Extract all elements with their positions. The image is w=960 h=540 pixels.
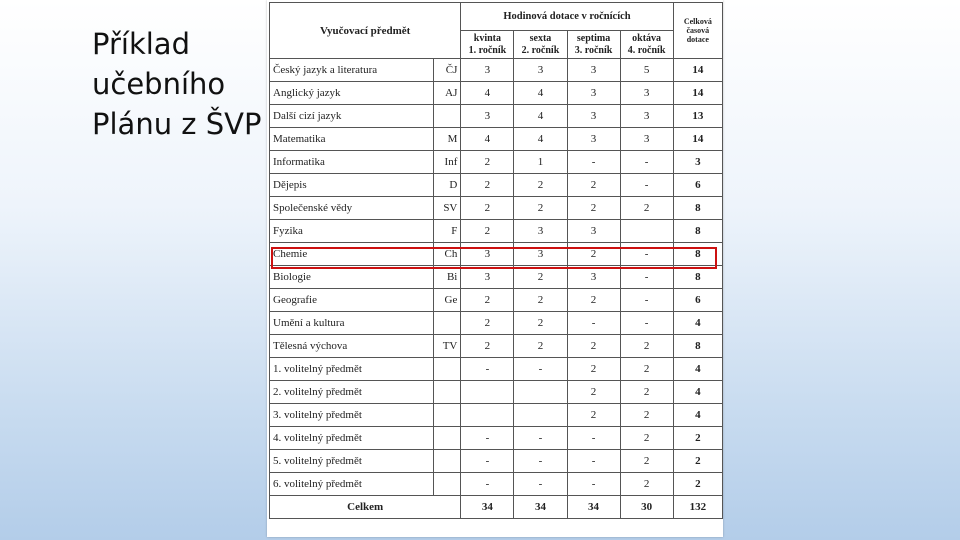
hours-cell: 2 [567,289,620,312]
grade-year: 4. ročník [627,44,666,56]
table-row [270,243,723,266]
total-cell: 3 [673,151,722,174]
table-row [270,450,723,473]
table-row [270,82,723,105]
total-header-line: dotace [686,35,709,44]
table-row [270,105,723,128]
subject-name: 6. volitelný předmět [270,473,434,496]
curriculum-sheet [267,0,723,537]
hours-cell: 2 [514,312,567,335]
hours-cell: 2 [567,197,620,220]
hours-cell: - [567,473,620,496]
hours-cell: 2 [620,358,673,381]
grade-year: 1. ročník [468,44,507,56]
subject-name: Biologie [270,266,434,289]
hours-cell: 2 [514,335,567,358]
hours-cell: 2 [620,404,673,427]
table-row [270,358,723,381]
subject-name: Anglický jazyk [270,82,434,105]
sum-label: Celkem [270,496,461,519]
sum-total-cell: 132 [673,496,722,519]
hours-cell: 2 [514,266,567,289]
sum-hours-cell: 34 [461,496,514,519]
hours-cell: - [620,243,673,266]
hours-cell: 2 [514,197,567,220]
table-row [270,335,723,358]
total-cell: 4 [673,381,722,404]
subject-abbr: D [434,174,461,197]
hours-cell: 2 [567,243,620,266]
subject-abbr [434,473,461,496]
table-row [270,289,723,312]
total-cell: 2 [673,427,722,450]
subject-abbr [434,427,461,450]
grade-header [514,31,567,59]
table-row [270,404,723,427]
total-cell: 4 [673,404,722,427]
total-cell: 14 [673,82,722,105]
hours-cell: 2 [461,174,514,197]
hours-cell: 2 [567,404,620,427]
total-cell: 4 [673,312,722,335]
subject-abbr [434,312,461,335]
hours-cell: - [461,473,514,496]
subject-abbr: M [434,128,461,151]
table-row [270,151,723,174]
table-row [270,266,723,289]
total-header-line: časová [686,26,710,35]
hours-cell [620,220,673,243]
subject-abbr [434,404,461,427]
hours-cell: - [461,358,514,381]
hours-cell: 2 [461,151,514,174]
total-cell: 2 [673,473,722,496]
slide-title [92,24,270,144]
subject-name: Chemie [270,243,434,266]
hours-cell: 1 [514,151,567,174]
table-row [270,128,723,151]
hours-cell: 2 [620,473,673,496]
hours-cell: 3 [567,59,620,82]
grade-name: septima [576,32,611,44]
grade-year: 2. ročník [521,44,560,56]
hours-cell: 2 [620,335,673,358]
hours-cell: 3 [567,220,620,243]
subject-abbr: AJ [434,82,461,105]
hours-cell [461,381,514,404]
hours-cell: - [567,427,620,450]
table-row [270,220,723,243]
sum-row [270,496,723,519]
hours-cell: 4 [514,82,567,105]
hours-cell: 3 [461,266,514,289]
hours-cell: 3 [514,59,567,82]
total-cell: 6 [673,174,722,197]
subject-name: 1. volitelný předmět [270,358,434,381]
hours-cell [461,404,514,427]
hours-cell: 4 [461,82,514,105]
subject-abbr: SV [434,197,461,220]
hours-cell: 2 [567,174,620,197]
grade-header [567,31,620,59]
hours-cell: 2 [514,174,567,197]
table-row [270,427,723,450]
allotment-header: Hodinová dotace v ročnících [461,3,673,31]
hours-cell: 3 [567,128,620,151]
total-cell: 8 [673,335,722,358]
hours-cell: 3 [620,128,673,151]
hours-cell: 4 [514,105,567,128]
total-cell: 2 [673,450,722,473]
total-cell: 8 [673,197,722,220]
hours-cell: 4 [514,128,567,151]
hours-cell: 3 [620,105,673,128]
hours-cell: - [461,427,514,450]
total-cell: 14 [673,59,722,82]
hours-cell: - [514,473,567,496]
grade-name: sexta [529,32,552,44]
hours-cell [514,404,567,427]
grade-header [461,31,514,59]
hours-cell: 3 [461,243,514,266]
subject-name: Fyzika [270,220,434,243]
hours-cell: - [514,427,567,450]
hours-cell: 3 [514,243,567,266]
subject-abbr [434,450,461,473]
subject-name: 2. volitelný předmět [270,381,434,404]
subject-name: Dějepis [270,174,434,197]
subject-name: 5. volitelný předmět [270,450,434,473]
total-cell: 8 [673,243,722,266]
subject-name: 4. volitelný předmět [270,427,434,450]
total-cell: 13 [673,105,722,128]
sum-hours-cell: 34 [567,496,620,519]
hours-cell: 2 [461,197,514,220]
hours-cell: 3 [567,266,620,289]
subject-abbr: ČJ [434,59,461,82]
sum-hours-cell: 30 [620,496,673,519]
total-header-line: Celková [683,17,712,26]
title-line-3: Plánu z ŠVP [92,107,262,141]
grade-name: oktáva [632,32,662,44]
hours-cell: 2 [567,358,620,381]
curriculum-table [269,2,723,519]
hours-cell: - [620,174,673,197]
subject-name: Společenské vědy [270,197,434,220]
hours-cell: 2 [514,289,567,312]
hours-cell: 3 [514,220,567,243]
subject-abbr: Bi [434,266,461,289]
hours-cell: - [620,289,673,312]
hours-cell: 2 [461,220,514,243]
hours-cell: - [620,312,673,335]
table-row [270,312,723,335]
subject-abbr: F [434,220,461,243]
hours-cell: 2 [461,289,514,312]
subject-header: Vyučovací předmět [270,3,461,59]
total-header [673,3,722,59]
subject-name: Matematika [270,128,434,151]
table-row [270,174,723,197]
hours-cell: 2 [620,381,673,404]
hours-cell: 2 [461,335,514,358]
total-cell: 14 [673,128,722,151]
hours-cell: - [514,450,567,473]
subject-abbr: Ch [434,243,461,266]
total-cell: 4 [673,358,722,381]
subject-abbr [434,381,461,404]
table-row [270,473,723,496]
table-row [270,59,723,82]
total-cell: 8 [673,266,722,289]
subject-abbr [434,358,461,381]
subject-name: Tělesná výchova [270,335,434,358]
title-line-2: učebního [92,67,226,101]
hours-cell: 3 [461,105,514,128]
hours-cell: - [620,151,673,174]
subject-name: 3. volitelný předmět [270,404,434,427]
sum-hours-cell: 34 [514,496,567,519]
hours-cell: - [567,450,620,473]
hours-cell: 5 [620,59,673,82]
grade-year: 3. ročník [574,44,613,56]
hours-cell: 2 [567,335,620,358]
subject-name: Informatika [270,151,434,174]
subject-abbr: Ge [434,289,461,312]
subject-name: Český jazyk a literatura [270,59,434,82]
hours-cell [514,381,567,404]
table-body [270,59,723,519]
table-row [270,381,723,404]
hours-cell: - [514,358,567,381]
hours-cell: 2 [567,381,620,404]
subject-name: Další cizí jazyk [270,105,434,128]
grade-name: kvinta [473,32,502,44]
hours-cell: 3 [567,82,620,105]
total-cell: 8 [673,220,722,243]
title-line-1: Příklad [92,27,190,61]
hours-cell: 2 [461,312,514,335]
grade-header [620,31,673,59]
hours-cell: 2 [620,450,673,473]
total-cell: 6 [673,289,722,312]
hours-cell: 3 [567,105,620,128]
hours-cell: 2 [620,197,673,220]
hours-cell: 3 [461,59,514,82]
subject-abbr: TV [434,335,461,358]
hours-cell: 2 [620,427,673,450]
hours-cell: - [461,450,514,473]
hours-cell: - [567,312,620,335]
hours-cell: 3 [620,82,673,105]
hours-cell: 4 [461,128,514,151]
hours-cell: - [620,266,673,289]
table-row [270,197,723,220]
hours-cell: - [567,151,620,174]
subject-abbr [434,105,461,128]
subject-name: Geografie [270,289,434,312]
subject-abbr: Inf [434,151,461,174]
subject-name: Umění a kultura [270,312,434,335]
